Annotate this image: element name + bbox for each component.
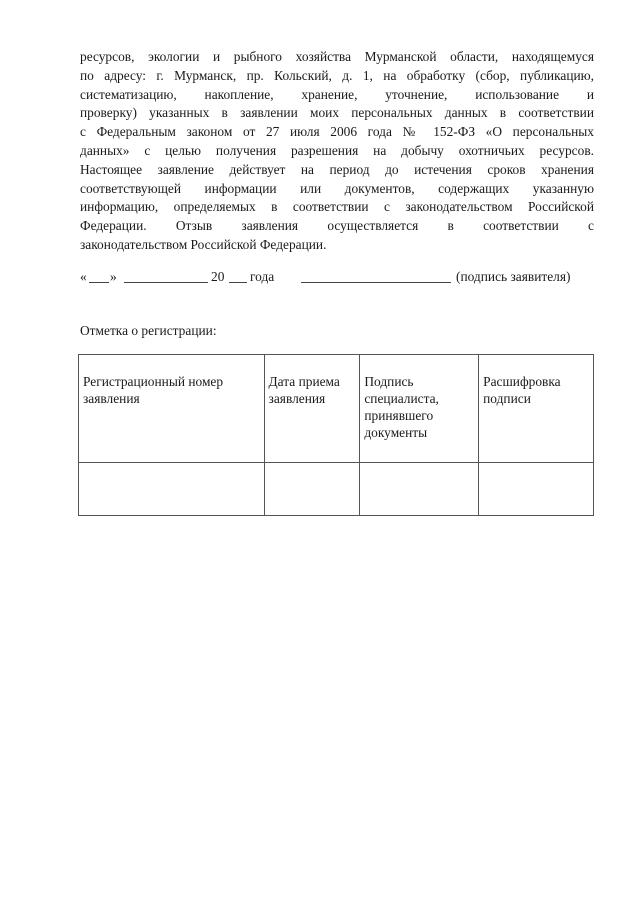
signature-blank[interactable] (301, 282, 451, 283)
paragraph-line: соответствующей информации или документов, содержащих указанную (80, 180, 594, 196)
header-specialist-signature: Подпись специалиста, принявшего документы (360, 355, 479, 463)
paragraph-line: с Федеральным законом от 27 июля 2006 года № 152-ФЗ «О персональных (80, 124, 594, 140)
header-receipt-date: Дата приема заявления (264, 355, 360, 463)
header-reg-number: Регистрационный номер заявления (79, 355, 265, 463)
cell-receipt-date[interactable] (264, 463, 360, 516)
paragraph-line: данных» с целью получения разрешения на добычу охотничьих ресурсов. (80, 142, 594, 158)
day-blank[interactable] (89, 282, 109, 283)
paragraph-line: систематизацию, накопление, хранение, уточнение, использование и (80, 86, 594, 102)
header-signature-decoding: Расшифровка подписи (479, 355, 594, 463)
paragraph-line: Федерации. Отзыв заявления осуществляется в соответствии с (80, 218, 594, 234)
consent-paragraph (80, 48, 594, 255)
paragraph-line: информацию, определяемых в соответствии с законодательством Российской (80, 199, 594, 215)
year-blank[interactable] (229, 282, 247, 283)
cell-signature-decoding[interactable] (479, 463, 594, 516)
cell-reg-number[interactable] (79, 463, 265, 516)
table-row (79, 463, 594, 516)
paragraph-line: по адресу: г. Мурманск, пр. Кольский, д. 1, на обработку (сбор, публикацию, (80, 67, 594, 83)
registration-label: Отметка о регистрации: (80, 323, 217, 338)
paragraph-line: законодательством Российской Федерации. (80, 236, 327, 252)
year-suffix: года (250, 269, 275, 284)
year-prefix: 20 (211, 269, 225, 284)
table-header-row (79, 355, 594, 463)
date-quote-open: « (80, 269, 87, 284)
registration-table (78, 354, 594, 516)
signature-caption: (подпись заявителя) (456, 269, 571, 284)
cell-specialist-signature[interactable] (360, 463, 479, 516)
date-quote-close: » (110, 269, 117, 284)
month-blank[interactable] (124, 282, 208, 283)
paragraph-line: ресурсов, экологии и рыбного хозяйства Мурманской области, находящемуся (80, 49, 594, 64)
paragraph-line: проверку) указанных в заявлении моих персональных данных в соответствии (80, 105, 594, 121)
paragraph-line: Настоящее заявление действует на период до истечения сроков хранения (80, 161, 594, 177)
